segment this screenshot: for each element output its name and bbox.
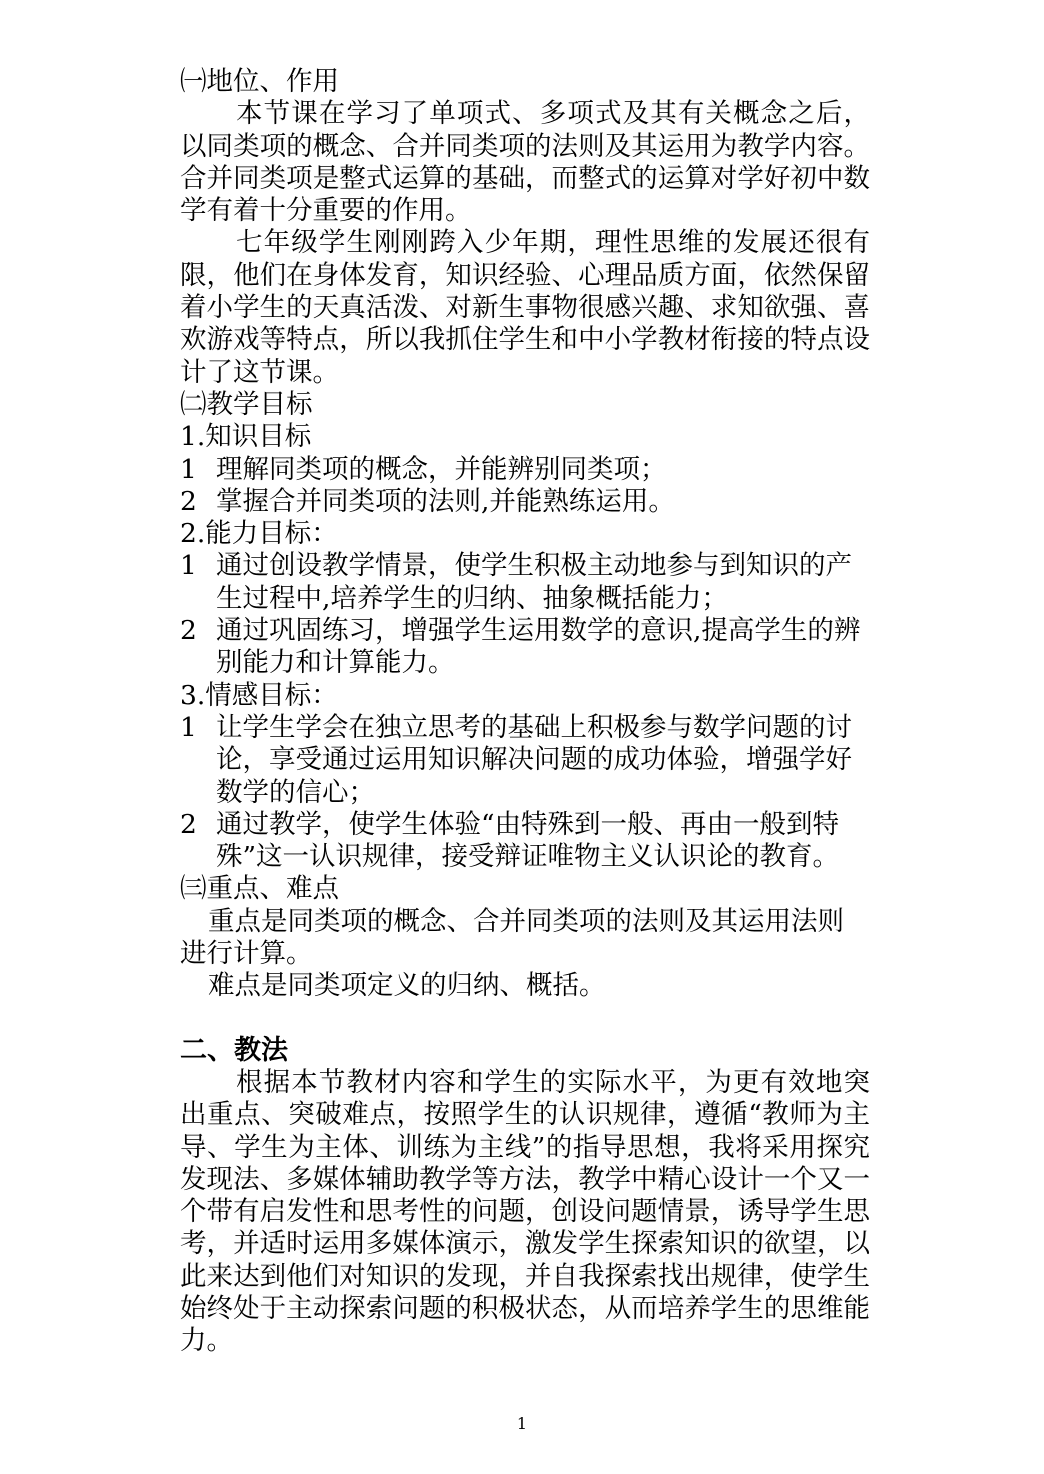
list-number: 1: [180, 453, 197, 485]
document-body: [180, 66, 870, 1358]
list-number: 1: [180, 711, 197, 743]
list-number: 2: [180, 808, 197, 840]
list-item: [180, 550, 870, 615]
list-number: 1: [180, 550, 197, 582]
list-number: 2: [180, 485, 197, 517]
ability-goal-title: 2.能力目标：: [180, 518, 338, 550]
paragraph-students: 七年级学生刚刚跨入少年期，理性思维的发展还很有限，他们在身体发育，知识经验、心理品质方面，依然保留着小学生的天真活泼、对新生事物很感兴趣、求知欲强、喜欢游戏等特点，所以我抓住学生和中小学教材衔接的特点设计了这节课。: [180, 227, 870, 388]
list-item: [180, 486, 870, 518]
list-text: 通过巩固练习，增强学生运用数学的意识,提高学生的辨别能力和计算能力。: [216, 615, 861, 679]
list-number: 2: [180, 615, 197, 647]
paragraph-position: 本节课在学习了单项式、多项式及其有关概念之后，以同类项的概念、合并同类项的法则及其运用为教学内容。合并同类项是整式运算的基础，而整式的运算对学好初中数学有着十分重要的作用。: [180, 98, 870, 227]
key-point-text: 重点是同类项的概念、合并同类项的法则及其运用法则进行计算。: [180, 905, 844, 970]
difficulty-text: 难点是同类项定义的归纳、概括。: [208, 970, 606, 1002]
list-text: 掌握合并同类项的法则,并能熟练运用。: [216, 485, 675, 517]
list-text: 通过创设教学情景，使学生积极主动地参与到知识的产生过程中,培养学生的归纳、抽象概括能力；: [216, 550, 852, 614]
list-item: [180, 454, 870, 486]
emotion-goal-title: 3.情感目标：: [180, 679, 338, 711]
list-item: [180, 809, 870, 874]
heading-position-role: ㈠地位、作用: [180, 66, 339, 97]
heading-teaching-goals: ㈡教学目标: [180, 388, 313, 420]
list-text: 理解同类项的概念，并能辨别同类项；: [216, 453, 667, 485]
page-number: 1: [516, 1414, 528, 1433]
knowledge-goal-title: 1.知识目标: [180, 421, 312, 453]
list-item: [180, 615, 870, 680]
section-title-teaching-method: 二、教法: [180, 1034, 288, 1066]
list-item: [180, 712, 870, 809]
heading-key-difficult: ㈢重点、难点: [180, 873, 339, 905]
spacer: [180, 1003, 870, 1035]
list-text: 通过教学，使学生体验“由特殊到一般、再由一般到特殊”这一认识规律，接受辩证唯物主义认识论的教育。: [216, 808, 840, 873]
list-text: 让学生学会在独立思考的基础上积极参与数学问题的讨论，享受通过运用知识解决问题的成功体验，增强学好数学的信心；: [216, 711, 852, 808]
paragraph-teaching-method: 根据本节教材内容和学生的实际水平，为更有效地突出重点、突破难点，按照学生的认识规律，遵循“教师为主导、学生为主体、训练为主线”的指导思想，我将采用探究发现法、多媒体辅助教学等方法，教学中精心设计一个又一个带有启发性和思考性的问题，创设问题情景，诱导学生思考，并适时运用多媒体演示，激发学生探索知识的欲望，以此来达到他们对知识的发现，并自我探索找出规律，使学生始终处于主动探索问题的积极状态，从而培养学生的思维能力。: [180, 1066, 870, 1357]
